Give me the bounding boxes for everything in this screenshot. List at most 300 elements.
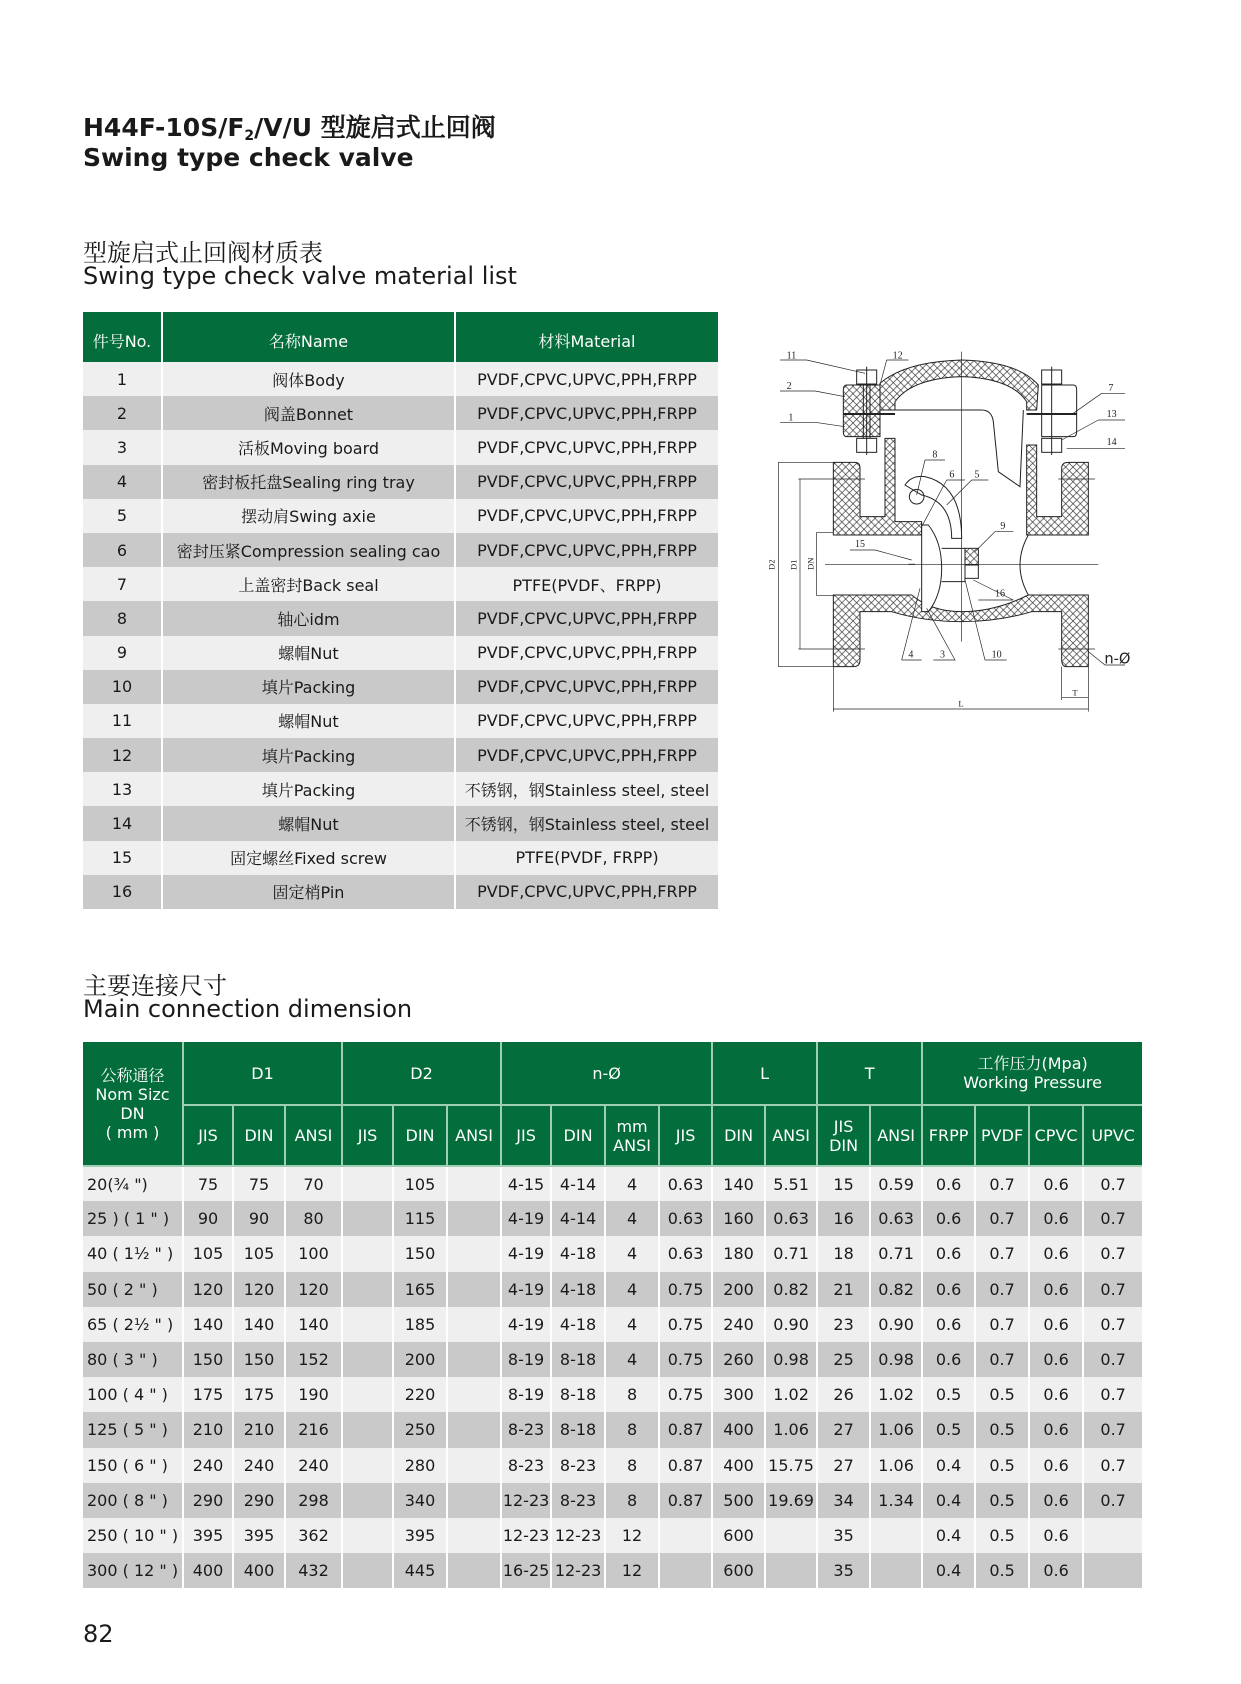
dimension-value-cell: 400 [712,1412,765,1447]
dimension-value-cell: 0.4 [922,1518,975,1553]
dimension-value-cell [447,1448,501,1483]
dimension-value-cell: 600 [712,1553,765,1588]
dimension-value-cell: 8-23 [501,1448,551,1483]
subcol-header-line: ANSI [877,1126,915,1145]
material-row [83,533,718,567]
part-no-cell: 7 [83,567,162,601]
subcol-header [870,1105,922,1166]
dimension-value-cell [447,1236,501,1271]
dimension-value-cell: 8-23 [551,1483,605,1518]
dimension-table [83,1042,1142,1588]
subcol-header [1029,1105,1083,1166]
dimension-value-cell: 0.7 [1083,1448,1142,1483]
dimension-value-cell: 395 [183,1518,233,1553]
part-no-cell: 5 [83,499,162,533]
part-label-9: 9 [1000,521,1006,532]
dimension-value-cell: 4-19 [501,1236,551,1271]
dimension-value-cell: 0.90 [765,1307,817,1342]
part-material-cell: PVDF,CPVC,UPVC,PPH,FRPP [455,670,718,704]
subcol-header-line: FRPP [928,1126,969,1145]
title-subscript: 2 [244,128,255,144]
material-row [83,772,718,806]
dimension-value-cell: 240 [285,1448,342,1483]
dimension-value-cell: 0.4 [922,1448,975,1483]
dim-label-dn: DN [805,557,816,570]
dimension-value-cell: 19.69 [765,1483,817,1518]
dimension-value-cell: 0.6 [1029,1166,1083,1201]
part-no-cell: 16 [83,875,162,909]
part-label-3: 3 [940,649,945,661]
col-header-material: 材料Material [455,312,718,362]
nominal-size-cell: 300 ( 12 " ) [83,1553,183,1588]
dimension-value-cell: 75 [233,1166,285,1201]
dimension-value-cell: 1.34 [870,1483,922,1518]
dimension-value-cell: 16 [817,1201,870,1236]
dimension-value-cell [342,1342,393,1377]
part-material-cell: PTFE(PVDF、FRPP) [455,567,718,601]
dimension-value-cell: 0.87 [659,1448,712,1483]
part-material-cell: PVDF,CPVC,UPVC,PPH,FRPP [455,533,718,567]
subcol-header [975,1105,1029,1166]
material-row [83,738,718,772]
subcol-header [551,1105,605,1166]
material-row [83,499,718,533]
nom-header-dn: DN [120,1103,145,1123]
dimension-value-cell: 12-23 [501,1518,551,1553]
part-no-cell: 13 [83,772,162,806]
nominal-size-cell: 80 ( 3 " ) [83,1342,183,1377]
part-no-cell: 9 [83,636,162,670]
part-label-1: 1 [788,412,794,424]
part-label-14: 14 [1106,437,1117,448]
dim-label-d2: D2 [766,559,777,570]
dimension-value-cell: 0.5 [922,1377,975,1412]
subcol-header-line: DIN [563,1126,593,1145]
dimension-value-cell: 0.5 [922,1412,975,1447]
dimension-value-cell [447,1307,501,1342]
dimension-value-cell: 0.6 [1029,1518,1083,1553]
dimension-value-cell: 240 [183,1448,233,1483]
dimension-value-cell: 0.75 [659,1307,712,1342]
part-material-cell: PTFE(PVDF, FRPP) [455,841,718,875]
part-material-cell: PVDF,CPVC,UPVC,PPH,FRPP [455,738,718,772]
dimension-value-cell: 0.90 [870,1307,922,1342]
group-header-t: T [817,1042,922,1105]
dimension-value-cell: 395 [233,1518,285,1553]
part-name-cell: 活板Moving board [162,430,455,464]
dimension-value-cell [342,1377,393,1412]
nominal-size-cell: 150 ( 6 " ) [83,1448,183,1483]
dimension-value-cell: 8 [605,1377,659,1412]
dimension-value-cell: 240 [712,1307,765,1342]
subcol-header [922,1105,975,1166]
dimension-value-cell: 105 [393,1166,447,1201]
dimension-value-cell: 34 [817,1483,870,1518]
dimension-value-cell: 12-23 [551,1518,605,1553]
subcol-header-line: JIS [357,1126,378,1145]
part-material-cell: 不锈钢，钢Stainless steel, steel [455,806,718,840]
subcol-header-line: JIS [675,1126,696,1145]
dimension-value-cell [342,1412,393,1447]
part-label-12: 12 [892,350,903,362]
subcol-header [285,1105,342,1166]
part-label-5: 5 [974,469,980,481]
material-section-title-en: Swing type check valve material list [83,262,517,290]
dimension-value-cell [659,1553,712,1588]
dimension-value-cell: 160 [712,1201,765,1236]
dimension-value-cell: 150 [393,1236,447,1271]
part-label-11: 11 [786,350,797,362]
product-title-en: Swing type check valve [83,143,414,172]
dimension-value-cell: 0.71 [870,1236,922,1271]
part-label-2: 2 [786,381,792,392]
part-material-cell: 不锈钢，钢Stainless steel, steel [455,772,718,806]
dimension-value-cell: 120 [233,1272,285,1307]
subcol-header [342,1105,393,1166]
dimension-value-cell: 0.7 [975,1307,1029,1342]
dimension-value-cell: 12 [605,1518,659,1553]
dimension-value-cell: 152 [285,1342,342,1377]
dimension-value-cell: 8-19 [501,1377,551,1412]
part-name-cell: 固定螺丝Fixed screw [162,841,455,875]
dimension-value-cell [1083,1518,1142,1553]
material-row [83,465,718,499]
part-no-cell: 14 [83,806,162,840]
dimension-value-cell: 8 [605,1412,659,1447]
part-label-4: 4 [908,649,914,661]
dimension-value-cell: 260 [712,1342,765,1377]
dimension-value-cell: 0.6 [922,1272,975,1307]
valve-cross-section-diagram [765,335,1131,715]
subcol-header [659,1105,712,1166]
dim-label-l: L [958,698,964,709]
part-name-cell: 密封板托盘Sealing ring tray [162,465,455,499]
dimension-value-cell: 0.6 [1029,1412,1083,1447]
dimension-value-cell: 4-14 [551,1201,605,1236]
part-name-cell: 阀盖Bonnet [162,396,455,430]
dimension-value-cell: 0.7 [1083,1377,1142,1412]
dimension-value-cell: 8 [605,1483,659,1518]
subcol-header-line: CPVC [1034,1126,1078,1145]
dimension-value-cell: 16-25 [501,1553,551,1588]
dimension-value-cell: 4-19 [501,1272,551,1307]
dimension-value-cell: 4-18 [551,1272,605,1307]
material-table [83,312,718,909]
subcol-header-line: ANSI [772,1126,810,1145]
dimension-value-cell: 0.6 [1029,1448,1083,1483]
part-no-cell: 6 [83,533,162,567]
subcol-header-line: mm [616,1116,648,1136]
dimension-value-cell: 210 [233,1412,285,1447]
dimension-value-cell [447,1201,501,1236]
dimension-value-cell: 0.6 [1029,1272,1083,1307]
dimension-value-cell: 1.02 [870,1377,922,1412]
dimension-value-cell: 4-18 [551,1307,605,1342]
dimension-value-cell [342,1483,393,1518]
dimension-value-cell [447,1166,501,1201]
dimension-value-cell: 0.63 [659,1201,712,1236]
dimension-value-cell: 0.5 [975,1377,1029,1412]
part-name-cell: 固定梢Pin [162,875,455,909]
dimension-value-cell [342,1553,393,1588]
dimension-value-cell: 140 [712,1166,765,1201]
dimension-value-cell: 0.63 [659,1166,712,1201]
subcol-header [501,1105,551,1166]
dimension-value-cell: 21 [817,1272,870,1307]
subcol-header [447,1105,501,1166]
dimension-value-cell: 0.63 [870,1201,922,1236]
part-name-cell: 螺帽Nut [162,806,455,840]
dimension-row [83,1272,1142,1307]
dimension-value-cell: 0.6 [922,1236,975,1271]
dimension-value-cell: 0.7 [1083,1412,1142,1447]
material-row [83,636,718,670]
title-suffix: /V/U 型旋启式止回阀 [254,113,496,142]
dimension-value-cell [342,1166,393,1201]
subcol-header-line: ANSI [613,1135,651,1155]
product-title [83,108,496,144]
dimension-value-cell: 0.87 [659,1412,712,1447]
nominal-size-cell: 200 ( 8 " ) [83,1483,183,1518]
material-row [83,567,718,601]
group-header-d1: D1 [183,1042,342,1105]
group-header-n-phi: n-Ø [501,1042,712,1105]
dimension-value-cell: 0.6 [922,1307,975,1342]
part-material-cell: PVDF,CPVC,UPVC,PPH,FRPP [455,396,718,430]
dimension-value-cell: 0.4 [922,1483,975,1518]
dimension-value-cell: 0.82 [765,1272,817,1307]
dimension-value-cell: 395 [393,1518,447,1553]
dimension-value-cell: 100 [285,1236,342,1271]
dimension-value-cell: 15 [817,1166,870,1201]
dimension-value-cell: 0.6 [1029,1201,1083,1236]
part-material-cell: PVDF,CPVC,UPVC,PPH,FRPP [455,636,718,670]
dimension-row [83,1201,1142,1236]
valve-body-outline [778,352,1098,712]
dimension-value-cell: 1.06 [870,1448,922,1483]
material-row [83,704,718,738]
dim-label-t: T [1072,687,1078,698]
dimension-value-cell: 600 [712,1518,765,1553]
dimension-value-cell [447,1483,501,1518]
subcol-header-line: JIS [516,1126,536,1145]
dimension-value-cell: 8-23 [501,1412,551,1447]
part-name-cell: 螺帽Nut [162,704,455,738]
dimension-value-cell: 0.75 [659,1272,712,1307]
dimension-value-cell: 0.7 [975,1201,1029,1236]
dimension-value-cell: 0.6 [1029,1377,1083,1412]
dimension-value-cell [342,1307,393,1342]
dimension-section-title-cn: 主要连接尺寸 [83,972,227,1000]
subcol-header-line: JIS [198,1126,218,1145]
dimension-value-cell: 90 [183,1201,233,1236]
material-section-title-cn: 型旋启式止回阀材质表 [83,239,323,267]
dimension-value-cell: 1.06 [765,1412,817,1447]
part-material-cell: PVDF,CPVC,UPVC,PPH,FRPP [455,430,718,464]
dimension-value-cell [447,1412,501,1447]
dimension-value-cell: 500 [712,1483,765,1518]
subcol-header [183,1105,233,1166]
nominal-size-cell: 40 ( 1½ " ) [83,1236,183,1271]
subcol-header [233,1105,285,1166]
dimension-value-cell: 75 [183,1166,233,1201]
dimension-value-cell: 362 [285,1518,342,1553]
dimension-value-cell: 175 [233,1377,285,1412]
dimension-value-cell: 280 [393,1448,447,1483]
part-no-cell: 11 [83,704,162,738]
part-material-cell: PVDF,CPVC,UPVC,PPH,FRPP [455,465,718,499]
dimension-value-cell: 0.59 [870,1166,922,1201]
dimension-value-cell: 0.75 [659,1342,712,1377]
dimension-value-cell [342,1201,393,1236]
dimension-value-cell: 26 [817,1377,870,1412]
title-prefix: H44F-10S/F [83,113,245,142]
dimension-value-cell [447,1342,501,1377]
dimension-value-cell: 0.5 [975,1553,1029,1588]
dimension-value-cell: 4 [605,1236,659,1271]
dimension-value-cell: 8-18 [551,1412,605,1447]
dimension-value-cell: 0.7 [975,1166,1029,1201]
pressure-header-cn: 工作压力(Mpa) [977,1054,1088,1073]
dimension-value-cell: 0.5 [975,1483,1029,1518]
dimension-value-cell: 4-18 [551,1236,605,1271]
subcol-header [817,1105,870,1166]
material-table-header [83,312,718,362]
dim-label-d1: D1 [788,559,799,570]
dimension-value-cell: 0.63 [765,1201,817,1236]
material-row [83,396,718,430]
dimension-value-cell: 0.7 [975,1342,1029,1377]
dimension-value-cell: 0.4 [922,1553,975,1588]
dimension-value-cell [870,1518,922,1553]
dimension-value-cell [342,1448,393,1483]
subcol-header-line: ANSI [455,1126,493,1145]
dimension-value-cell: 0.98 [870,1342,922,1377]
dimension-value-cell: 120 [183,1272,233,1307]
nominal-size-cell: 20(¾ ") [83,1166,183,1201]
material-row [83,841,718,875]
dimension-value-cell: 298 [285,1483,342,1518]
subcol-header-line: DIN [829,1135,859,1155]
dimension-value-cell: 216 [285,1412,342,1447]
dimension-value-cell: 4 [605,1342,659,1377]
subcol-header-line: UPVC [1091,1126,1135,1145]
dimension-value-cell: 0.87 [659,1483,712,1518]
dimension-value-cell: 300 [712,1377,765,1412]
dimension-value-cell [342,1518,393,1553]
dimension-value-cell: 0.6 [1029,1307,1083,1342]
nominal-size-cell: 25 ) ( 1 " ) [83,1201,183,1236]
subcol-header [712,1105,765,1166]
dimension-value-cell: 0.6 [1029,1236,1083,1271]
material-row [83,875,718,909]
dimension-value-cell: 0.6 [1029,1342,1083,1377]
dimension-table-group-header [83,1042,1142,1105]
part-name-cell: 填片Packing [162,670,455,704]
dimension-row [83,1412,1142,1447]
dimension-row [83,1448,1142,1483]
dimension-value-cell: 0.7 [1083,1272,1142,1307]
dimension-value-cell: 0.7 [975,1272,1029,1307]
dimension-value-cell: 27 [817,1412,870,1447]
part-name-cell: 摆动肩Swing axie [162,499,455,533]
part-no-cell: 10 [83,670,162,704]
pressure-header-en: Working Pressure [963,1073,1102,1092]
material-row [83,601,718,635]
dimension-value-cell: 4-14 [551,1166,605,1201]
page-number: 82 [83,1620,114,1648]
nominal-size-cell: 125 ( 5 " ) [83,1412,183,1447]
dimension-value-cell: 200 [393,1342,447,1377]
subcol-header [605,1105,659,1166]
dimension-value-cell: 4-19 [501,1201,551,1236]
dimension-value-cell: 120 [285,1272,342,1307]
part-name-cell: 轴心idm [162,601,455,635]
dimension-value-cell: 190 [285,1377,342,1412]
dimension-value-cell: 290 [183,1483,233,1518]
part-no-cell: 1 [83,362,162,396]
dimension-value-cell: 4 [605,1166,659,1201]
dimension-value-cell: 35 [817,1518,870,1553]
dimension-value-cell: 25 [817,1342,870,1377]
nominal-size-cell: 65 ( 2½ " ) [83,1307,183,1342]
dimension-value-cell: 12 [605,1553,659,1588]
dim-label-n-phi: n-Ø [1104,650,1131,668]
part-no-cell: 4 [83,465,162,499]
part-no-cell: 8 [83,601,162,635]
dimension-value-cell: 0.5 [975,1412,1029,1447]
dimension-value-cell: 0.7 [975,1236,1029,1271]
dimension-value-cell: 115 [393,1201,447,1236]
dimension-value-cell: 18 [817,1236,870,1271]
dimension-value-cell: 12-23 [501,1483,551,1518]
dimension-value-cell: 27 [817,1448,870,1483]
dimension-section-title-en: Main connection dimension [83,995,413,1023]
dimension-value-cell: 400 [233,1553,285,1588]
dimension-row [83,1377,1142,1412]
dimension-value-cell: 90 [233,1201,285,1236]
dimension-value-cell: 185 [393,1307,447,1342]
dimension-value-cell: 0.82 [870,1272,922,1307]
dimension-value-cell: 140 [285,1307,342,1342]
dimension-row [83,1307,1142,1342]
dimension-value-cell: 105 [233,1236,285,1271]
part-name-cell: 密封压紧Compression sealing cao [162,533,455,567]
dimension-value-cell [447,1377,501,1412]
dimension-value-cell: 400 [712,1448,765,1483]
dimension-value-cell: 35 [817,1553,870,1588]
material-row [83,806,718,840]
part-no-cell: 2 [83,396,162,430]
dimension-value-cell: 8-18 [551,1342,605,1377]
dimension-value-cell: 0.6 [1029,1553,1083,1588]
dimension-value-cell: 140 [183,1307,233,1342]
dimension-value-cell: 0.5 [975,1518,1029,1553]
part-label-7: 7 [1108,383,1114,394]
part-no-cell: 15 [83,841,162,875]
dimension-value-cell: 0.6 [1029,1483,1083,1518]
part-name-cell: 螺帽Nut [162,636,455,670]
dimension-value-cell: 8-19 [501,1342,551,1377]
part-material-cell: PVDF,CPVC,UPVC,PPH,FRPP [455,704,718,738]
col-header-name: 名称Name [162,312,455,362]
subcol-header [765,1105,817,1166]
dimension-value-cell: 240 [233,1448,285,1483]
dimension-value-cell: 0.6 [922,1342,975,1377]
nominal-size-cell: 100 ( 4 " ) [83,1377,183,1412]
dimension-value-cell: 0.71 [765,1236,817,1271]
part-label-10: 10 [991,649,1002,661]
